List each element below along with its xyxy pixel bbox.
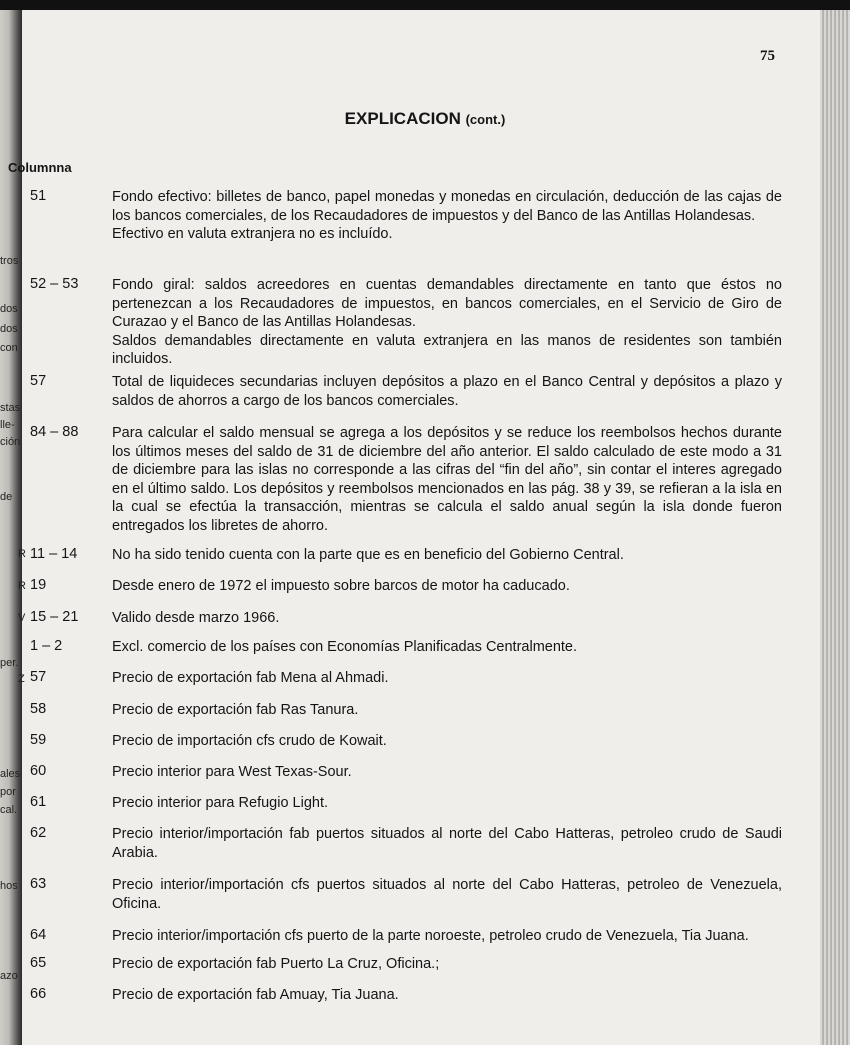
entry-paragraph: Saldos demandables directamente en valuta extranjera en las manos de residentes son también incluidos. bbox=[112, 332, 782, 367]
column-number: 84 – 88 bbox=[30, 424, 79, 440]
entry-paragraph: Precio interior para West Texas-Sour. bbox=[112, 764, 352, 780]
column-number: 51 bbox=[30, 188, 47, 204]
entry-text bbox=[112, 927, 782, 946]
entry-paragraph: Desde enero de 1972 el impuesto sobre barcos de motor ha caducado. bbox=[112, 578, 570, 594]
margin-fragment: hos bbox=[0, 880, 18, 892]
entry-text bbox=[112, 794, 782, 813]
margin-fragment: tros bbox=[0, 255, 19, 267]
entry-text bbox=[112, 609, 782, 628]
entry-text bbox=[112, 577, 782, 596]
entry-text bbox=[112, 955, 782, 974]
margin-fragment: dos bbox=[0, 303, 18, 315]
entry-paragraph: Precio interior/importación cfs puerto de la parte noroeste, petroleo crudo de Venezuela, Tia Juana. bbox=[112, 928, 749, 944]
column-number: 57 bbox=[30, 669, 47, 685]
column-number: 63 bbox=[30, 876, 47, 892]
entry-paragraph: Fondo efectivo: billetes de banco, papel monedas y monedas en circulación, deducción de las cajas de los bancos comerciales, de los Recaudadores de impuestos y del Banco de las Antillas Holandesas. bbox=[112, 189, 782, 224]
entry-paragraph: Precio de exportación fab Puerto La Cruz, Oficina.; bbox=[112, 956, 440, 972]
entry-text bbox=[112, 188, 782, 244]
entry-paragraph: Precio de importación cfs crudo de Kowait. bbox=[112, 733, 387, 749]
entry-paragraph: Excl. comercio de los países con Economías Planificadas Centralmente. bbox=[112, 639, 578, 655]
margin-fragment: con bbox=[0, 342, 18, 354]
column-number: 60 bbox=[30, 763, 47, 779]
entry-paragraph: Valido desde marzo 1966. bbox=[112, 610, 280, 626]
entry-text bbox=[112, 424, 782, 535]
entry-text bbox=[112, 763, 782, 782]
entry-text bbox=[112, 825, 782, 862]
margin-mark: R bbox=[18, 580, 26, 592]
entry-text bbox=[112, 732, 782, 751]
column-number: 61 bbox=[30, 794, 47, 810]
entry-paragraph: Fondo giral: saldos acreedores en cuentas demandables directamente en tanto que éstos no pertenezcan a los Recaudadores de impuestos, en bancos comerciales, en el Servicio de Giro de Curazao y el Banco de las Antillas Holandesas. bbox=[112, 277, 782, 330]
column-number: 15 – 21 bbox=[30, 609, 79, 625]
entry-text bbox=[112, 546, 782, 565]
entry-paragraph: Precio interior para Refugio Light. bbox=[112, 795, 329, 811]
entry-text bbox=[112, 638, 782, 657]
margin-mark: R bbox=[18, 548, 26, 560]
margin-fragment: per. bbox=[0, 657, 19, 669]
entry-paragraph: Precio interior/importación cfs puertos situados al norte del Cabo Hatteras, petroleo de Venezuela, Oficina. bbox=[112, 877, 782, 912]
entry-text bbox=[112, 701, 782, 720]
margin-fragment: lle- bbox=[0, 419, 15, 431]
entry-paragraph: Precio de exportación fab Amuay, Tia Juana. bbox=[112, 987, 399, 1003]
entry-text bbox=[112, 986, 782, 1005]
entry-paragraph: Total de liquideces secundarias incluyen depósitos a plazo en el Banco Central y depósitos a plazo y saldos de ahorros a cargo de los bancos comerciales. bbox=[112, 374, 782, 409]
column-number: 52 – 53 bbox=[30, 276, 79, 292]
entry-paragraph: Para calcular el saldo mensual se agrega a los depósitos y se reduce los reembolsos hechos durante los últimos meses del saldo de 31 de diciembre del año anterior. El saldo calculado de este modo a 31 de diciembre para las islas no corresponde a las cifras del “fin del año”, sin contar el interes agregado en el último saldo. Los depósitos y reembolsos mencionados en las pág. 38 y 39, se refieran a la isla en la cual se efectúa la transacción, mientras se calcula el saldo anual según la isla donde fueron entregados los libretes de ahorro. bbox=[112, 425, 782, 534]
title-suffix: (cont.) bbox=[465, 112, 506, 127]
column-number: 11 – 14 bbox=[30, 546, 78, 562]
column-number: 1 – 2 bbox=[30, 638, 63, 654]
column-header: Columnna bbox=[8, 160, 72, 175]
page-number: 75 bbox=[760, 48, 775, 64]
column-number: 66 bbox=[30, 986, 47, 1002]
margin-fragment: cal. bbox=[0, 804, 18, 816]
margin-fragment: ales bbox=[0, 768, 21, 780]
margin-fragment: stas bbox=[0, 402, 21, 414]
title-text: EXPLICACION bbox=[344, 109, 461, 128]
column-number: 58 bbox=[30, 701, 47, 717]
margin-fragment: dos bbox=[0, 323, 18, 335]
column-number: 62 bbox=[30, 825, 47, 841]
entry-paragraph: Precio de exportación fab Ras Tanura. bbox=[112, 702, 359, 718]
margin-fragment: por bbox=[0, 786, 16, 798]
entry-paragraph: Precio de exportación fab Mena al Ahmadi. bbox=[112, 670, 389, 686]
margin-fragment: ción bbox=[0, 436, 21, 448]
column-number: 59 bbox=[30, 732, 47, 748]
entry-text bbox=[112, 669, 782, 688]
margin-mark: Z bbox=[18, 673, 25, 685]
margin-fragment: de bbox=[0, 491, 13, 503]
margin-mark: V bbox=[18, 612, 26, 624]
column-number: 57 bbox=[30, 373, 47, 389]
column-number: 65 bbox=[30, 955, 47, 971]
entry-text bbox=[112, 876, 782, 913]
entry-paragraph: No ha sido tenido cuenta con la parte que es en beneficio del Gobierno Central. bbox=[112, 547, 624, 563]
page-title bbox=[0, 109, 850, 129]
column-number: 64 bbox=[30, 927, 47, 943]
scan-top-border bbox=[0, 0, 850, 10]
entry-paragraph: Precio interior/importación fab puertos situados al norte del Cabo Hatteras, petroleo crudo de Saudi Arabia. bbox=[112, 826, 782, 861]
entry-paragraph: Efectivo en valuta extranjera no es incluído. bbox=[112, 226, 393, 242]
page-stack-edge bbox=[820, 10, 850, 1045]
column-number: 19 bbox=[30, 577, 47, 593]
margin-fragment: azo bbox=[0, 970, 18, 982]
entry-text bbox=[112, 373, 782, 410]
entry-text bbox=[112, 276, 782, 369]
